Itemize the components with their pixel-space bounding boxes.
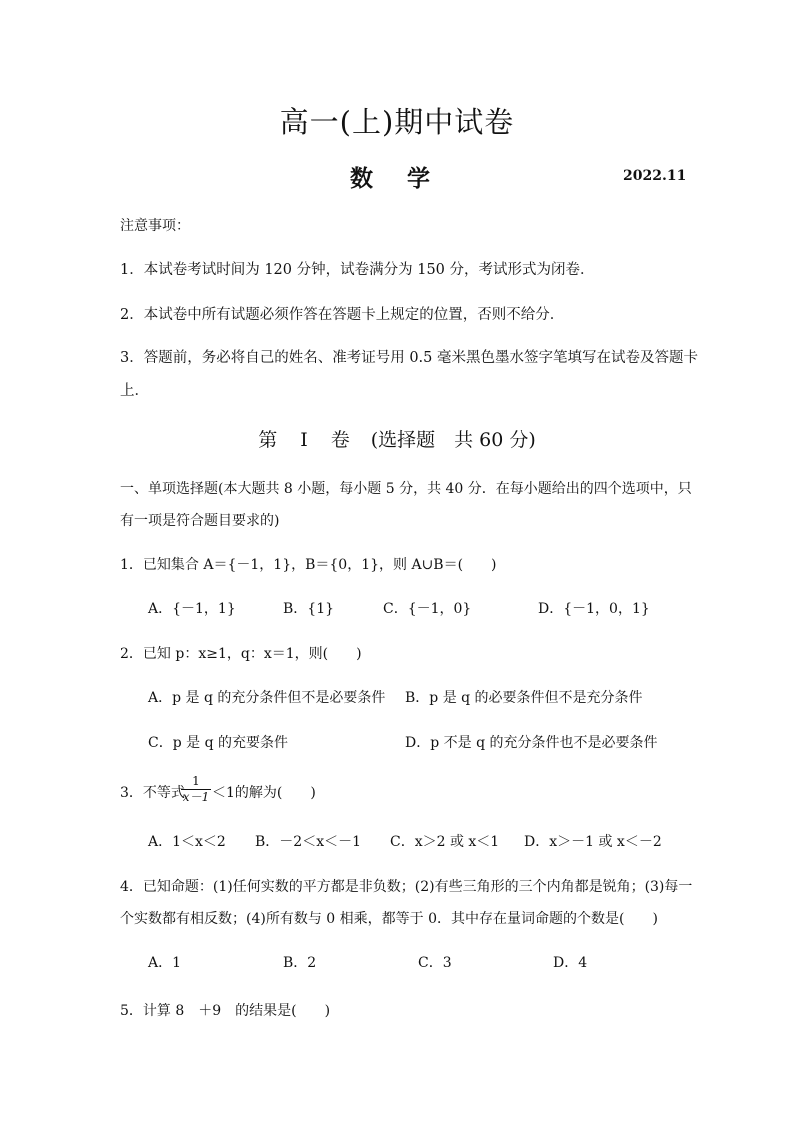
fraction-denominator: x－1 bbox=[182, 790, 210, 804]
q4-option-d: D．4 bbox=[553, 955, 588, 971]
q2-option-c: C．p 是 q 的充要条件 bbox=[148, 735, 288, 751]
q4-option-c: C．3 bbox=[418, 955, 452, 971]
q1-option-b: B．{1} bbox=[283, 601, 335, 617]
notice-item-3: 3．答题前，务必将自己的姓名、准考证号用 0.5 毫米黑色墨水签字笔填写在试卷及答题卡 bbox=[120, 350, 698, 366]
section-desc: (选择题 共 60 分) bbox=[370, 429, 536, 451]
notice-heading: 注意事项： bbox=[120, 218, 190, 234]
fraction-numerator: 1 bbox=[192, 774, 200, 788]
subject-title: 数学 bbox=[350, 165, 464, 192]
notice-item-3-continued: 上． bbox=[120, 383, 149, 399]
q3-option-d: D．x＞－1 或 x＜－2 bbox=[524, 834, 662, 850]
question-4-stem-line-2: 个实数都有相反数；(4)所有数与 0 相乘，都等于 0．其中存在量词命题的个数是( ) bbox=[120, 911, 658, 927]
exam-title: 高一(上)期中试卷 bbox=[279, 105, 515, 139]
section-heading bbox=[0, 425, 794, 452]
part-one-instructions-line-2: 有一项是符合题目要求的) bbox=[120, 513, 280, 529]
q4-option-a: A．1 bbox=[148, 955, 182, 971]
question-2-stem: 2．已知 p：x≥1，q：x＝1，则( ) bbox=[120, 646, 362, 662]
q3-option-b: B．－2＜x＜－1 bbox=[255, 834, 361, 850]
q1-option-a: A．{－1，1} bbox=[148, 601, 236, 617]
question-1-stem: 1．已知集合 A＝{－1，1}，B＝{0，1}，则 A∪B＝( ) bbox=[120, 557, 497, 573]
q2-option-d: D．p 不是 q 的充分条件也不是必要条件 bbox=[405, 735, 658, 751]
q2-option-a: A．p 是 q 的充分条件但不是必要条件 bbox=[148, 690, 386, 706]
q3-option-a: A．1＜x＜2 bbox=[148, 834, 226, 850]
q2-option-b: B．p 是 q 的必要条件但不是充分条件 bbox=[405, 690, 643, 706]
part-one-instructions-line-1: 一、单项选择题(本大题共 8 小题，每小题 5 分，共 40 分．在每小题给出的四个选项中，只 bbox=[120, 481, 692, 497]
question-3-stem-prefix: 3．不等式 bbox=[120, 785, 185, 801]
notice-item-2: 2．本试卷中所有试题必须作答在答题卡上规定的位置，否则不给分． bbox=[120, 307, 565, 323]
question-3-fraction bbox=[181, 774, 211, 804]
question-5-stem: 5．计算 8 ＋9 的结果是( ) bbox=[120, 1003, 331, 1019]
notice-item-1: 1．本试卷考试时间为 120 分钟，试卷满分为 150 分，考试形式为闭卷． bbox=[120, 262, 595, 278]
q3-option-c: C．x＞2 或 x＜1 bbox=[390, 834, 500, 850]
q4-option-b: B．2 bbox=[283, 955, 317, 971]
question-4-stem-line-1: 4．已知命题：(1)任何实数的平方都是非负数；(2)有些三角形的三个内角都是锐角；(3)每一 bbox=[120, 879, 693, 895]
section-part: 第 I 卷 bbox=[258, 429, 352, 451]
question-3-stem-suffix: ＜1的解为( ) bbox=[212, 785, 316, 801]
q1-option-c: C．{－1，0} bbox=[383, 601, 472, 617]
exam-date: 2022.11 bbox=[623, 168, 687, 184]
q1-option-d: D．{－1，0，1} bbox=[538, 601, 650, 617]
